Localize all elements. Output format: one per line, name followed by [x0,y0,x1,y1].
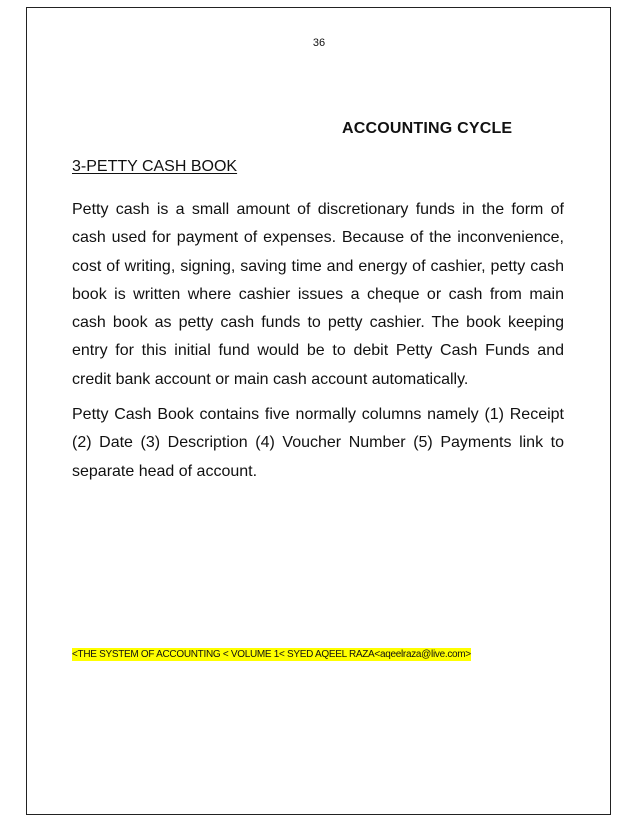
chapter-title: ACCOUNTING CYCLE [342,120,513,137]
paragraph-petty-cash-definition: Petty cash is a small amount of discretionary funds in the form of cash used for payment of expenses. Because of the inconvenience, cost of writing, signing, saving time and energy of cashier, petty cash book is written where cashier issues a cheque or cash from main cash book as petty cash funds to petty cashier. The book keeping entry for this initial fund would be to debit Petty Cash Funds and credit bank account or main cash account automatically. [72,201,564,388]
page-number: 36 [312,37,326,49]
paragraph-petty-cash-columns: Petty Cash Book contains five normally columns namely (1) Receipt (2) Date (3) Description (4) Voucher Number (5) Payments link to separate head of account. [72,406,564,480]
section-heading: 3-PETTY CASH BOOK [72,158,238,175]
footer-highlighted-note: <THE SYSTEM OF ACCOUNTING < VOLUME 1< SYED AQEEL RAZA<aqeelraza@live.com> [72,649,471,660]
body-text [72,196,564,493]
